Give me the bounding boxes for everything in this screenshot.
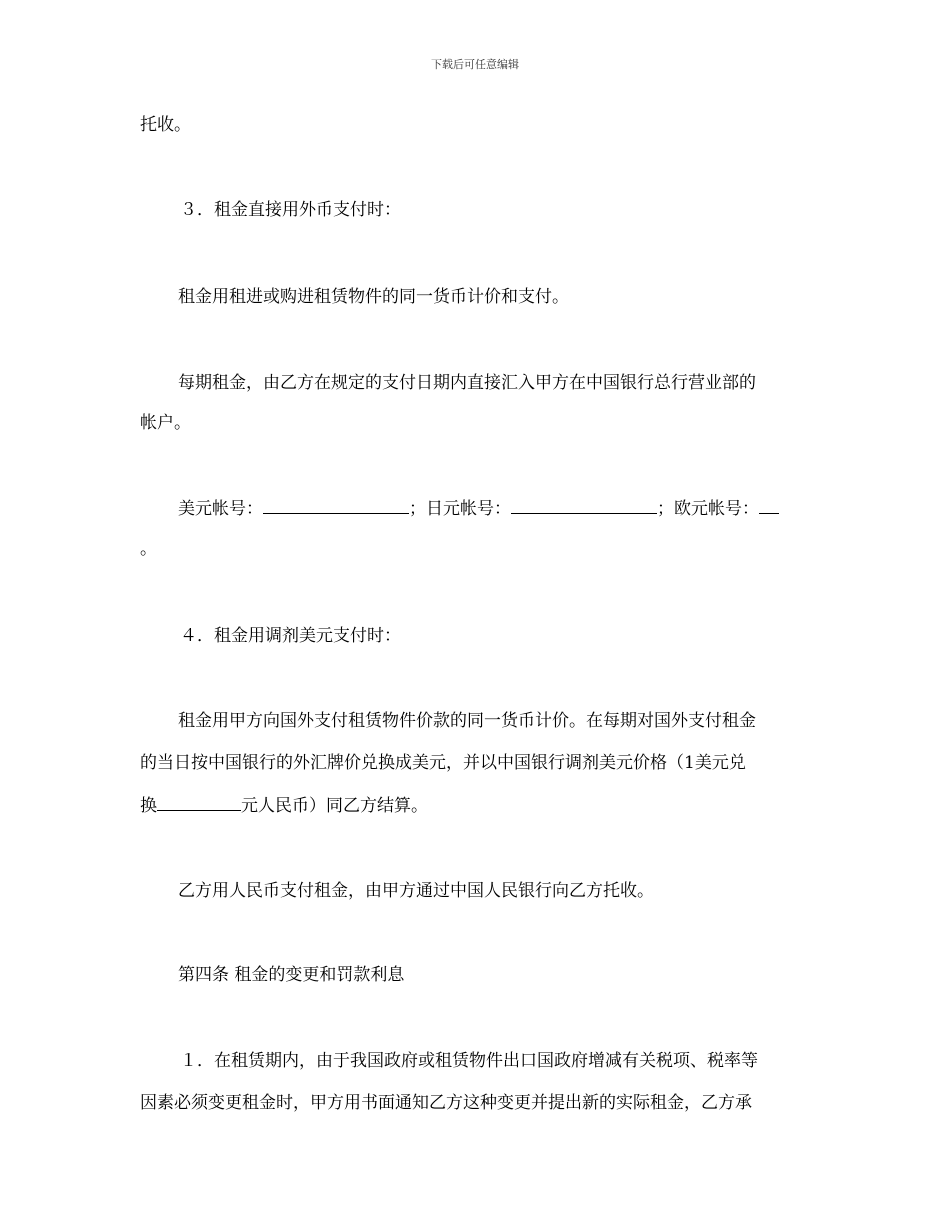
- paragraph-text: 租金用甲方向国外支付租赁物件价款的同一货币计价。在每期对国外支付租金: [178, 711, 756, 731]
- jpy-account-label: ；日元帐号：: [409, 499, 511, 519]
- paragraph-text: 因素必须变更租金时，甲方用书面通知乙方这种变更并提出新的实际租金，乙方承: [140, 1093, 752, 1113]
- paragraph-text: 租金用租进或购进租赁物件的同一货币计价和支付。: [178, 287, 569, 307]
- paragraph-text: 换: [140, 796, 157, 816]
- clause-heading: ３．租金直接用外币支付时：: [180, 200, 401, 220]
- paragraph-text: 托收。: [140, 115, 191, 135]
- account-numbers-line: [178, 498, 779, 520]
- paragraph-text: 元人民币）同乙方结算。: [241, 796, 428, 816]
- paragraph-text: １．在租赁期内，由于我国政府或租赁物件出口国政府增减有关税项、税率等: [180, 1051, 758, 1071]
- usd-account-label: 美元帐号：: [178, 499, 263, 519]
- paragraph-text: 乙方用人民币支付租金，由甲方通过中国人民银行向乙方托收。: [178, 881, 654, 901]
- eur-account-blank: [759, 499, 779, 514]
- paragraph-text: 。: [140, 539, 157, 559]
- page-header: 下载后可任意编辑: [431, 58, 519, 71]
- paragraph-text: 每期租金，由乙方在规定的支付日期内直接汇入甲方在中国银行总行营业部的: [178, 373, 756, 393]
- paragraph-text: 的当日按中国银行的外汇牌价兑换成美元，并以中国银行调剂美元价格（1美元兑: [140, 753, 746, 773]
- article-heading: 第四条 租金的变更和罚款利息: [178, 965, 405, 985]
- clause-heading: ４．租金用调剂美元支付时：: [180, 626, 401, 646]
- paragraph-text: 帐户。: [140, 413, 191, 433]
- exchange-rate-line: [140, 795, 428, 817]
- jpy-account-blank: [511, 499, 657, 514]
- eur-account-label: ；欧元帐号：: [657, 499, 759, 519]
- rmb-rate-blank: [157, 796, 241, 811]
- usd-account-blank: [263, 499, 409, 514]
